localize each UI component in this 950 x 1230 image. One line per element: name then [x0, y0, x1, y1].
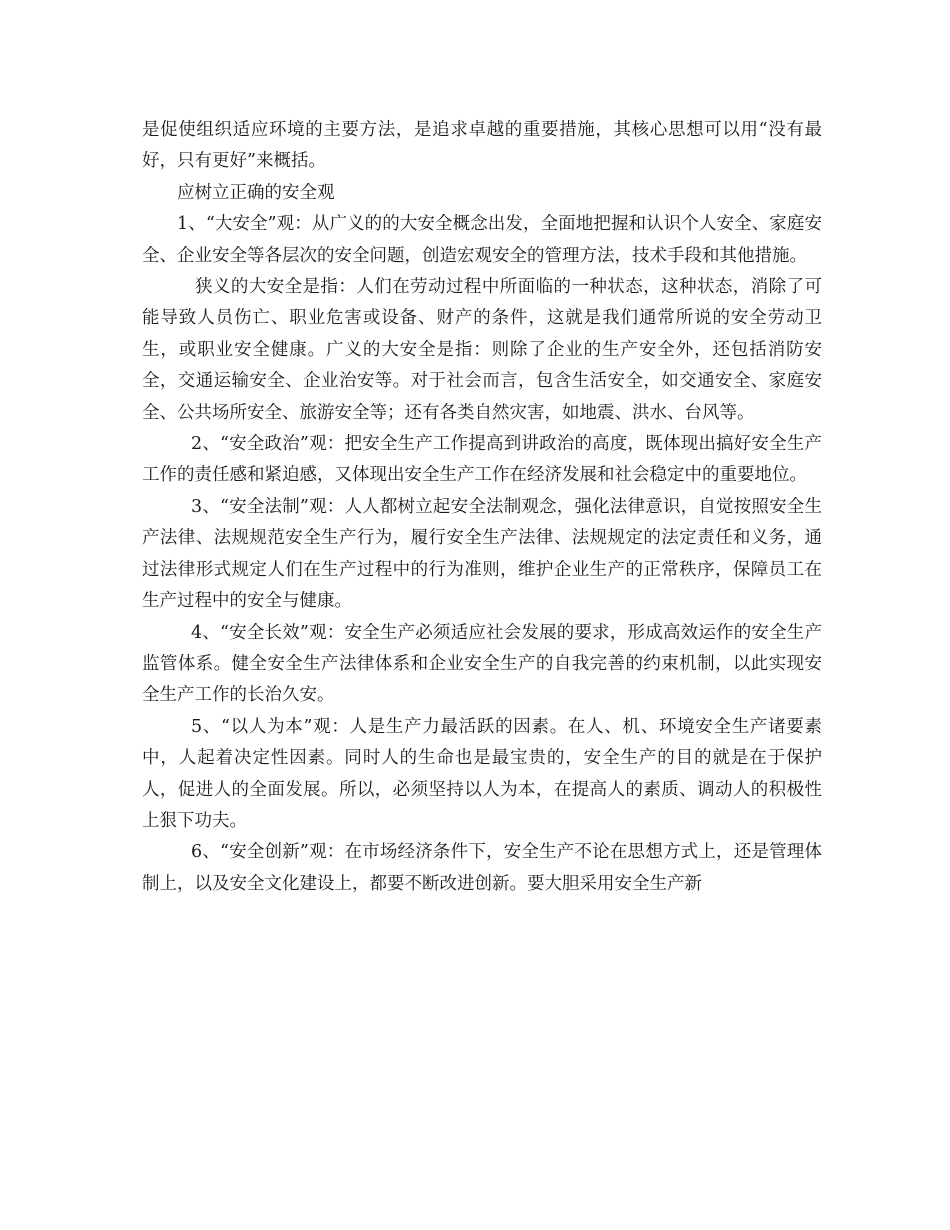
paragraph-point-1: 1、“大安全”观：从广义的的大安全概念出发，全面地把握和认识个人安全、家庭安全、企业安全等各层次的安全问题，创造宏观安全的管理方法，技术手段和其他措施。 [142, 214, 822, 266]
document-body [142, 115, 822, 900]
paragraph-point-4: 4、“安全长效”观：安全生产必须适应社会发展的要求，形成高效运作的安全生产监管体系。健全安全生产法律体系和企业安全生产的自我完善的约束机制，以此实现安全生产工作的长治久安。 [142, 622, 822, 706]
paragraph-point-2: 2、“安全政治”观：把安全生产工作提高到讲政治的高度，既体现出搞好安全生产工作的责任感和紧迫感，又体现出安全生产工作在经济发展和社会稳定中的重要地位。 [142, 434, 822, 486]
paragraph-point-3: 3、“安全法制”观：人人都树立起安全法制观念，强化法律意识，自觉按照安全生产法律、法规规范安全生产行为，履行安全生产法律、法规规定的法定责任和义务，通过法律形式规定人们在生产过程中的行为准则，维护企业生产的正常秩序，保障员工在生产过程中的安全与健康。 [142, 496, 822, 612]
paragraph-point-6: 6、“安全创新”观：在市场经济条件下，安全生产不论在思想方式上，还是管理体制上，以及安全文化建设上，都要不断改进创新。要大胆采用安全生产新 [142, 842, 822, 894]
paragraph-intro-continuation: 是促使组织适应环境的主要方法，是追求卓越的重要措施，其核心思想可以用“没有最好，只有更好”来概括。 [142, 120, 822, 172]
paragraph-point-1-detail: 狭义的大安全是指：人们在劳动过程中所面临的一种状态，这种状态，消除了可能导致人员伤亡、职业危害或设备、财产的条件，这就是我们通常所说的安全劳动卫生，或职业安全健康。广义的大安全是指：则除了企业的生产安全外，还包括消防安全，交通运输安全、企业治安等。对于社会而言，包含生活安全，如交通安全、家庭安全、公共场所安全、旅游安全等；还有各类自然灾害，如地震、洪水、台风等。 [142, 277, 822, 423]
section-heading: 应树立正确的安全观 [177, 182, 335, 203]
paragraph-point-5: 5、“以人为本”观：人是生产力最活跃的因素。在人、机、环境安全生产诸要素中，人起着决定性因素。同时人的生命也是最宝贵的，安全生产的目的就是在于保护人，促进人的全面发展。所以，必须坚持以人为本，在提高人的素质、调动人的积极性上狠下功夫。 [142, 716, 822, 831]
